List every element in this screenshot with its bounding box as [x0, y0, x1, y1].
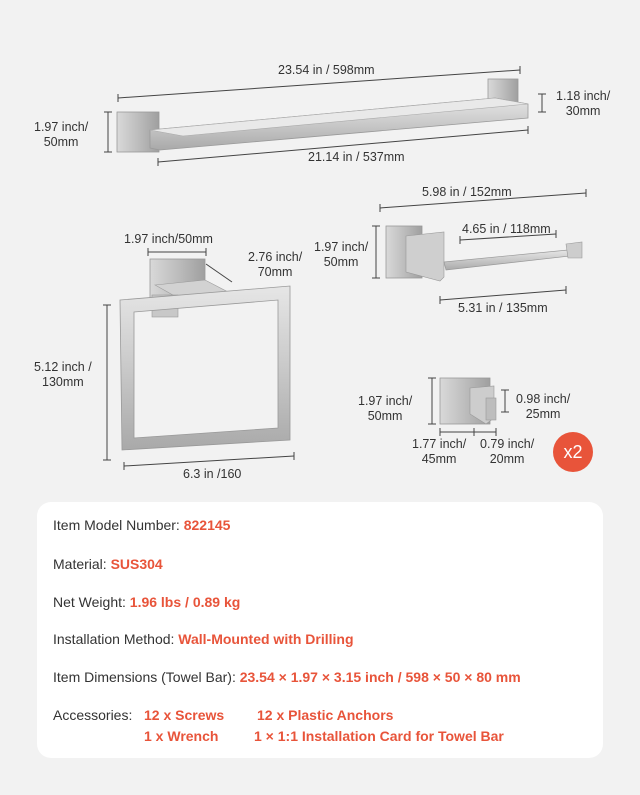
- spec-weight-label: Net Weight:: [53, 594, 130, 610]
- spec-install: [53, 631, 354, 647]
- spec-accessories-label: Accessories:: [53, 707, 133, 723]
- towel-bar-length-label: 23.54 in / 598mm: [278, 63, 375, 77]
- ring-bottom-label: 6.3 in /160: [183, 467, 242, 481]
- towel-ring: [120, 259, 290, 450]
- spec-install-value: Wall-Mounted with Drilling: [178, 631, 354, 647]
- spec-model: [53, 517, 230, 533]
- robe-hook: [440, 378, 496, 424]
- spec-dimensions-label: Item Dimensions (Towel Bar):: [53, 669, 240, 685]
- towel-bar-height-label: 1.97 inch/ 50mm: [34, 120, 89, 149]
- ring-width-label: 1.97 inch/50mm: [124, 232, 213, 246]
- spec-model-label: Item Model Number:: [53, 517, 184, 533]
- tp-inner-label: 4.65 in / 118mm: [462, 222, 551, 236]
- hook-depth-label: 0.79 inch/ 20mm: [480, 437, 535, 466]
- spec-accessories: [53, 707, 132, 723]
- accessory-item: 1 x Wrench: [144, 728, 219, 744]
- quantity-badge: x2: [553, 432, 593, 472]
- spec-install-label: Installation Method:: [53, 631, 179, 647]
- tp-total-label: 5.98 in / 152mm: [422, 185, 512, 199]
- ring-height-label: 5.12 inch / 130mm: [34, 360, 92, 389]
- ring-depth-label: 2.76 inch/ 70mm: [248, 250, 303, 279]
- accessory-item: 1 × 1:1 Installation Card for Towel Bar: [254, 728, 504, 744]
- spec-dimensions-value: 23.54 × 1.97 × 3.15 inch / 598 × 50 × 80 mm: [239, 669, 521, 685]
- towel-bar: [117, 79, 528, 152]
- hook-width-label: 1.77 inch/ 45mm: [412, 437, 467, 466]
- hook-height-label: 1.97 inch/ 50mm: [358, 394, 413, 423]
- spec-material: [53, 556, 163, 572]
- towel-bar-depth-label: 1.18 inch/ 30mm: [556, 89, 611, 118]
- accessory-item: 12 x Screws: [144, 707, 225, 723]
- spec-weight-value: 1.96 lbs / 0.89 kg: [129, 594, 241, 610]
- spec-material-value: SUS304: [110, 556, 163, 572]
- towel-bar-inner-label: 21.14 in / 537mm: [308, 150, 405, 164]
- hook-right-label: 0.98 inch/ 25mm: [516, 392, 571, 421]
- tp-height-label: 1.97 inch/ 50mm: [314, 240, 369, 269]
- tp-bottom-label: 5.31 in / 135mm: [458, 301, 548, 315]
- spec-weight: [53, 594, 240, 610]
- spec-material-label: Material:: [53, 556, 111, 572]
- spec-model-value: 822145: [183, 517, 231, 533]
- spec-dimensions: [53, 669, 521, 685]
- accessory-item: 12 x Plastic Anchors: [257, 707, 394, 723]
